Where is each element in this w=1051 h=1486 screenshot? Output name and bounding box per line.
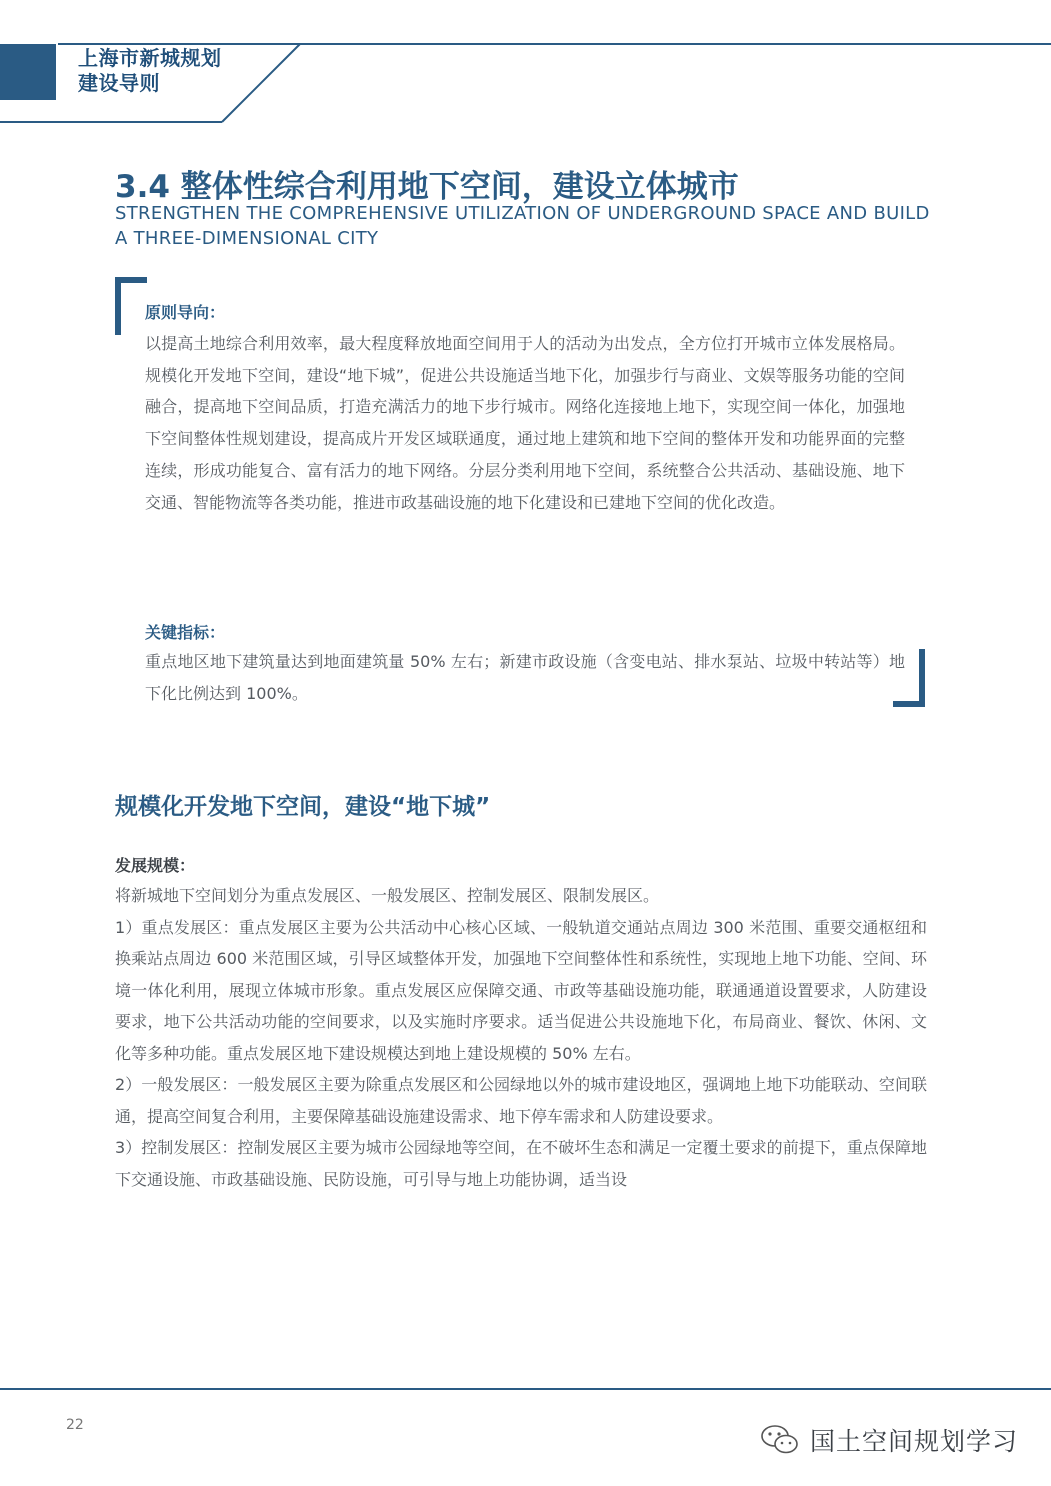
body-paragraph: 3）控制发展区：控制发展区主要为城市公园绿地等空间，在不破坏生态和满足一定覆土要求的前提下，重点保障地下交通设施、市政基础设施、民防设施，可引导与地上功能协调，适当设 [115, 1138, 927, 1189]
footer-rule [0, 1388, 1051, 1390]
subsection-body [115, 852, 927, 1195]
indicators-block [145, 620, 905, 709]
principles-text: 以提高土地综合利用效率，最大程度释放地面空间用于人的活动为出发点，全方位打开城市立体发展格局。规模化开发地下空间，建设“地下城”，促进公共设施适当地下化，加强步行与商业、文娱等服务功能的空间融合，提高地下空间品质，打造充满活力的地下步行城市。网络化连接地上地下，实现空间一体化，加强地下空间整体性规划建设，提高成片开发区域联通度，通过地上建筑和地下空间的整体开发和功能界面的完整连续，形成功能复合、富有活力的地下网络。分层分类利用地下空间，系统整合公共活动、基础设施、地下交通、智能物流等各类功能，推进市政基础设施的地下化建设和已建地下空间的优化改造。 [145, 334, 905, 512]
page-number: 22 [66, 1417, 84, 1433]
body-paragraph: 2）一般发展区：一般发展区主要为除重点发展区和公园绿地以外的城市建设地区，强调地上地下功能联动、空间联通，提高空间复合利用，主要保障基础设施建设需求、地下停车需求和人防建设要求。 [115, 1075, 927, 1126]
document-title-line2: 建设导则 [78, 71, 160, 95]
body-paragraph: 1）重点发展区：重点发展区主要为公共活动中心核心区域、一般轨道交通站点周边 300 米范围、重要交通枢纽和换乘站点周边 600 米范围区域，引导区域整体开发，加强地下空间整体性和系统性，实现地上地下功能、空间、环境一体化利用，展现立体城市形象。重点发展区应保障交通、市政等基础设施功能，联通通道设置要求，人防建设要求，地下公共活动功能的空间要求，以及实施时序要求。适当促进公共设施地下化，布局商业、餐饮、休闲、文化等多种功能。重点发展区地下建设规模达到地上建设规模的 50% 左右。 [115, 917, 927, 1063]
indicators-text: 重点地区地下建筑量达到地面建筑量 50% 左右；新建市政设施（含变电站、排水泵站、垃圾中转站等）地下化比例达到 100%。 [145, 652, 905, 703]
watermark-text: 国土空间规划学习 [810, 1427, 1019, 1456]
section-subtitle: STRENGTHEN THE COMPREHENSIVE UTILIZATION OF UNDERGROUND SPACE AND BUILD A THREE-DIMENSIONAL CITY [115, 203, 930, 249]
bracket-top-left [115, 277, 147, 335]
section-title: 3.4 整体性综合利用地下空间，建设立体城市 [115, 169, 739, 205]
principles-block [145, 300, 905, 518]
development-scale-label: 发展规模： [115, 856, 196, 875]
indicators-label: 关键指标： [145, 623, 226, 642]
wechat-icon [760, 1423, 800, 1457]
document-title-line1: 上海市新城规划 [78, 46, 222, 70]
body-paragraph: 将新城地下空间划分为重点发展区、一般发展区、控制发展区、限制发展区。 [115, 886, 660, 905]
watermark [760, 1420, 1018, 1460]
principles-label: 原则导向： [145, 303, 226, 322]
subsection-heading: 规模化开发地下空间，建设“地下城” [115, 794, 491, 820]
document-title [78, 46, 222, 96]
